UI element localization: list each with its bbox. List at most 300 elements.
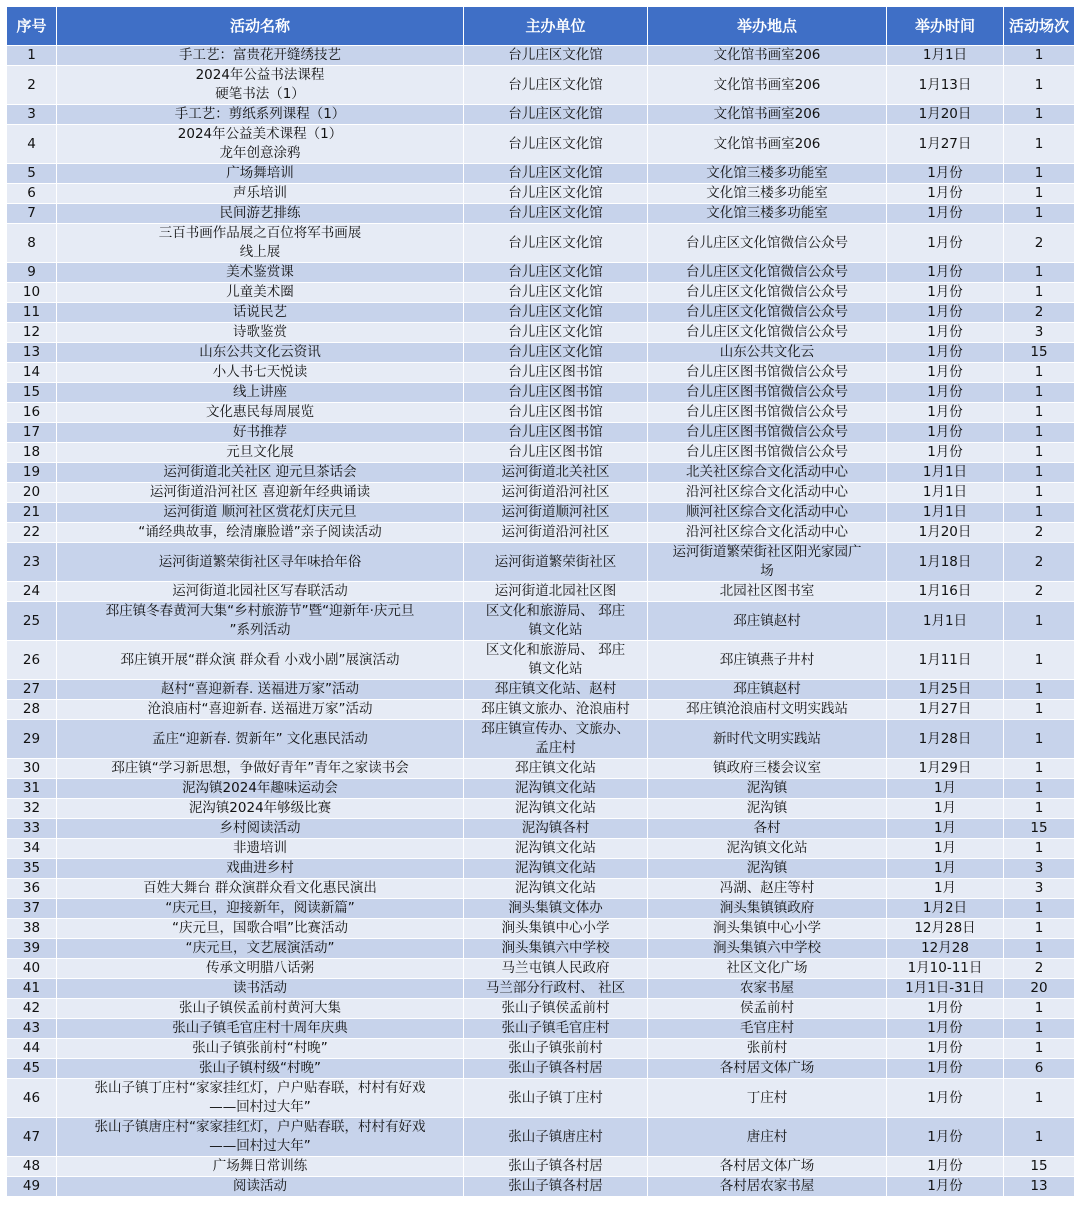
cell-line: 诗歌鉴赏 — [233, 324, 287, 340]
cell-line: 2024年公益美术课程（1） — [177, 126, 343, 142]
cell-time: 1月份 — [887, 204, 1004, 224]
cell-venue — [648, 46, 887, 66]
cell-organizer — [464, 999, 648, 1019]
cell-line: 台儿庄区文化馆 — [508, 264, 603, 280]
cell-activity-name — [57, 819, 464, 839]
cell-line: 文化馆三楼多功能室 — [706, 185, 828, 201]
cell-line: 张山子镇毛官庄村 — [501, 1020, 610, 1036]
cell-line: 涧头集镇六中学校 — [713, 940, 821, 956]
cell-line: 唐庄村 — [746, 1128, 788, 1145]
cell-line: 邳庄镇燕子井村 — [719, 651, 815, 668]
cell-line: 文化馆三楼多功能室 — [706, 165, 828, 181]
cell-sessions: 1 — [1004, 66, 1075, 105]
cell-organizer — [464, 303, 648, 323]
cell-line: 台儿庄区文化馆 — [508, 205, 603, 221]
cell-line: 邳庄镇沧浪庙村文明实践站 — [686, 701, 848, 717]
cell-sessions: 3 — [1004, 879, 1075, 899]
table-row — [7, 523, 1075, 543]
cell-line: 台儿庄区文化馆微信公众号 — [686, 284, 848, 300]
table-row — [7, 839, 1075, 859]
cell-activity-name — [57, 799, 464, 819]
cell-line: 台儿庄区文化馆 — [508, 47, 603, 63]
cell-line: 邳庄镇赵村 — [733, 612, 801, 629]
cell-organizer — [464, 443, 648, 463]
cell-line: 台儿庄区文化馆 — [508, 234, 603, 251]
cell-sessions: 2 — [1004, 959, 1075, 979]
table-body — [7, 46, 1075, 1197]
table-row — [7, 1157, 1075, 1177]
cell-no: 11 — [7, 303, 57, 323]
cell-time: 1月10-11日 — [887, 959, 1004, 979]
table-row — [7, 1177, 1075, 1197]
cell-venue — [648, 483, 887, 503]
cell-line: 张山子镇张前村“村晚” — [192, 1040, 328, 1056]
cell-organizer — [464, 1118, 648, 1157]
cell-organizer — [464, 403, 648, 423]
cell-line: 侯孟前村 — [740, 1000, 794, 1016]
table-row — [7, 1079, 1075, 1118]
cell-time: 1月 — [887, 799, 1004, 819]
header-sessions: 活动场次 — [1004, 7, 1075, 46]
cell-organizer — [464, 919, 648, 939]
cell-line: 张山子镇各村居 — [508, 1158, 603, 1174]
cell-activity-name — [57, 125, 464, 164]
cell-venue — [648, 1177, 887, 1197]
cell-organizer — [464, 184, 648, 204]
cell-activity-name — [57, 303, 464, 323]
cell-time: 1月1日-31日 — [887, 979, 1004, 999]
cell-no: 20 — [7, 483, 57, 503]
table-row — [7, 879, 1075, 899]
cell-no: 42 — [7, 999, 57, 1019]
cell-line: 涧头集镇文体办 — [508, 900, 603, 916]
cell-time: 1月20日 — [887, 523, 1004, 543]
cell-time: 1月份 — [887, 1118, 1004, 1157]
cell-line: 文化惠民每周展览 — [206, 404, 314, 420]
cell-line: 邳庄镇赵村 — [733, 681, 801, 697]
cell-venue — [648, 184, 887, 204]
table-row — [7, 999, 1075, 1019]
cell-activity-name — [57, 959, 464, 979]
cell-activity-name — [57, 919, 464, 939]
cell-activity-name — [57, 979, 464, 999]
cell-line: 台儿庄区文化馆 — [508, 185, 603, 201]
cell-line: 丁庄村 — [746, 1089, 788, 1106]
cell-activity-name — [57, 999, 464, 1019]
table-row — [7, 224, 1075, 263]
cell-activity-name — [57, 899, 464, 919]
cell-activity-name — [57, 839, 464, 859]
cell-time: 1月 — [887, 819, 1004, 839]
cell-time: 1月20日 — [887, 105, 1004, 125]
cell-line: 运河街道沿河社区 — [501, 484, 610, 500]
cell-line: 各村居文体广场 — [719, 1060, 815, 1076]
cell-sessions: 1 — [1004, 759, 1075, 779]
cell-line: 台儿庄区图书馆 — [508, 424, 603, 440]
cell-sessions: 1 — [1004, 443, 1075, 463]
cell-organizer — [464, 66, 648, 105]
cell-venue — [648, 1019, 887, 1039]
table-row — [7, 66, 1075, 105]
cell-line: 泥沟镇 — [746, 800, 788, 816]
cell-line: 镇政府三楼会议室 — [713, 760, 821, 776]
cell-activity-name — [57, 700, 464, 720]
cell-organizer — [464, 899, 648, 919]
cell-no: 2 — [7, 66, 57, 105]
cell-activity-name — [57, 602, 464, 641]
cell-organizer — [464, 46, 648, 66]
cell-venue — [648, 343, 887, 363]
cell-activity-name — [57, 759, 464, 779]
cell-activity-name — [57, 1059, 464, 1079]
cell-activity-name — [57, 1157, 464, 1177]
cell-line: 涧头集镇中心小学 — [501, 920, 610, 936]
cell-line: 美术鉴赏课 — [226, 264, 294, 280]
cell-organizer — [464, 819, 648, 839]
table-row — [7, 343, 1075, 363]
cell-time: 1月 — [887, 779, 1004, 799]
cell-no: 45 — [7, 1059, 57, 1079]
cell-sessions: 1 — [1004, 164, 1075, 184]
cell-line: 台儿庄区图书馆 — [508, 364, 603, 380]
cell-venue — [648, 383, 887, 403]
cell-line: 沿河社区综合文化活动中心 — [686, 484, 848, 500]
cell-line: 泥沟镇文化站 — [515, 780, 596, 796]
cell-time: 1月份 — [887, 323, 1004, 343]
cell-activity-name — [57, 483, 464, 503]
cell-line: 张山子镇张前村 — [508, 1040, 603, 1056]
cell-line: 马兰屯镇人民政府 — [501, 960, 610, 976]
cell-line: 声乐培训 — [233, 185, 287, 201]
cell-line: 台儿庄区图书馆 — [508, 444, 603, 460]
cell-venue — [648, 164, 887, 184]
cell-organizer — [464, 1079, 648, 1118]
cell-line: 毛官庄村 — [740, 1020, 794, 1036]
cell-time: 1月 — [887, 859, 1004, 879]
cell-activity-name — [57, 582, 464, 602]
cell-line: 读书活动 — [233, 980, 287, 996]
table-row — [7, 1118, 1075, 1157]
cell-activity-name — [57, 105, 464, 125]
cell-time: 1月份 — [887, 383, 1004, 403]
cell-line: 台儿庄区文化馆 — [508, 284, 603, 300]
cell-activity-name — [57, 523, 464, 543]
cell-activity-name — [57, 224, 464, 263]
cell-line: 泥沟镇2024年趣味运动会 — [182, 780, 338, 796]
cell-venue — [648, 999, 887, 1019]
cell-time: 1月1日 — [887, 602, 1004, 641]
cell-organizer — [464, 779, 648, 799]
cell-line: “诵经典故事，绘清廉脸谱”亲子阅读活动 — [138, 524, 382, 540]
cell-sessions: 1 — [1004, 423, 1075, 443]
table-row — [7, 323, 1075, 343]
cell-venue — [648, 263, 887, 283]
cell-no: 35 — [7, 859, 57, 879]
cell-time: 1月份 — [887, 363, 1004, 383]
cell-line: 运河街道繁荣街社区阳光家园广 — [672, 544, 862, 560]
activity-table-container — [6, 6, 1074, 1197]
cell-line: 台儿庄区文化馆 — [508, 304, 603, 320]
cell-line: 台儿庄区图书馆 — [508, 384, 603, 400]
cell-organizer — [464, 323, 648, 343]
cell-venue — [648, 363, 887, 383]
cell-activity-name — [57, 184, 464, 204]
cell-organizer — [464, 503, 648, 523]
cell-venue — [648, 204, 887, 224]
cell-line: 运河街道北园社区图 — [494, 583, 617, 599]
table-row — [7, 799, 1075, 819]
cell-no: 4 — [7, 125, 57, 164]
cell-activity-name — [57, 363, 464, 383]
cell-line: 运河街道北园社区写春联活动 — [172, 583, 348, 599]
cell-line: 台儿庄区文化馆 — [508, 135, 603, 152]
cell-no: 17 — [7, 423, 57, 443]
cell-line: 张山子镇丁庄村 — [508, 1089, 603, 1106]
table-row — [7, 899, 1075, 919]
cell-no: 13 — [7, 343, 57, 363]
cell-venue — [648, 323, 887, 343]
cell-line: 涧头集镇镇政府 — [719, 900, 815, 916]
cell-sessions: 15 — [1004, 343, 1075, 363]
cell-line: 邳庄镇文化站 — [515, 760, 596, 776]
cell-no: 1 — [7, 46, 57, 66]
cell-time: 12月28 — [887, 939, 1004, 959]
table-row — [7, 403, 1075, 423]
cell-activity-name — [57, 939, 464, 959]
cell-line: “庆元旦，迎接新年，阅读新篇” — [165, 900, 355, 916]
cell-activity-name — [57, 720, 464, 759]
cell-line: 台儿庄区文化馆微信公众号 — [686, 304, 848, 320]
cell-no: 34 — [7, 839, 57, 859]
cell-line: 泥沟镇各村 — [521, 820, 590, 836]
cell-line: 山东公共文化云资讯 — [199, 344, 321, 360]
cell-sessions: 1 — [1004, 700, 1075, 720]
cell-line: 线上展 — [239, 244, 281, 260]
cell-line: 镇文化站 — [528, 661, 583, 677]
cell-line: 运河街道沿河社区 喜迎新年经典诵读 — [149, 484, 371, 500]
cell-organizer — [464, 263, 648, 283]
table-row — [7, 979, 1075, 999]
cell-organizer — [464, 343, 648, 363]
cell-no: 19 — [7, 463, 57, 483]
cell-no: 14 — [7, 363, 57, 383]
table-row — [7, 204, 1075, 224]
cell-venue — [648, 463, 887, 483]
cell-time: 1月11日 — [887, 641, 1004, 680]
cell-activity-name — [57, 879, 464, 899]
cell-line: 各村居农家书屋 — [719, 1178, 815, 1194]
cell-line: 张山子镇各村居 — [508, 1178, 603, 1194]
cell-venue — [648, 443, 887, 463]
cell-organizer — [464, 283, 648, 303]
cell-sessions: 1 — [1004, 204, 1075, 224]
cell-time: 1月 — [887, 839, 1004, 859]
cell-line: 文化馆书画室206 — [713, 47, 821, 63]
table-row — [7, 164, 1075, 184]
cell-line: 泥沟镇文化站 — [515, 840, 596, 856]
table-row — [7, 680, 1075, 700]
cell-no: 32 — [7, 799, 57, 819]
cell-organizer — [464, 105, 648, 125]
cell-no: 41 — [7, 979, 57, 999]
cell-venue — [648, 1039, 887, 1059]
cell-activity-name — [57, 1079, 464, 1118]
cell-time: 1月13日 — [887, 66, 1004, 105]
cell-sessions: 1 — [1004, 1118, 1075, 1157]
cell-line: 手工艺：富贵花开缝绣技艺 — [179, 47, 341, 63]
cell-venue — [648, 680, 887, 700]
cell-activity-name — [57, 283, 464, 303]
cell-sessions: 1 — [1004, 839, 1075, 859]
cell-time: 1月29日 — [887, 759, 1004, 779]
cell-time: 1月1日 — [887, 463, 1004, 483]
cell-activity-name — [57, 443, 464, 463]
cell-line: 邳庄镇冬春黄河大集“乡村旅游节”暨“迎新年·庆元旦 — [105, 603, 415, 619]
cell-time: 1月份 — [887, 224, 1004, 263]
cell-line: 文化馆书画室206 — [713, 76, 821, 93]
table-row — [7, 641, 1075, 680]
cell-sessions: 3 — [1004, 323, 1075, 343]
cell-line: 运河街道北关社区 迎元旦茶话会 — [163, 464, 357, 480]
cell-line: 泥沟镇 — [746, 780, 788, 796]
cell-line: 邳庄镇“学习新思想，争做好青年”青年之家读书会 — [111, 760, 409, 776]
cell-activity-name — [57, 859, 464, 879]
table-row — [7, 105, 1075, 125]
table-row — [7, 463, 1075, 483]
cell-sessions: 1 — [1004, 363, 1075, 383]
cell-line: 台儿庄区图书馆微信公众号 — [686, 364, 848, 380]
cell-no: 43 — [7, 1019, 57, 1039]
cell-time: 1月18日 — [887, 543, 1004, 582]
cell-sessions: 1 — [1004, 483, 1075, 503]
cell-activity-name — [57, 204, 464, 224]
table-row — [7, 503, 1075, 523]
cell-line: 民间游艺排练 — [219, 205, 301, 221]
cell-no: 22 — [7, 523, 57, 543]
cell-line: 张山子镇村级“村晚” — [199, 1060, 321, 1076]
cell-line: 文化馆书画室206 — [713, 135, 821, 152]
table-row — [7, 383, 1075, 403]
cell-line: 台儿庄区图书馆微信公众号 — [686, 404, 848, 420]
cell-line: ”系列活动 — [229, 622, 291, 638]
cell-sessions: 1 — [1004, 602, 1075, 641]
cell-venue — [648, 759, 887, 779]
cell-line: 张山子镇丁庄村“家家挂红灯，户户贴春联，村村有好戏 — [94, 1080, 426, 1096]
cell-line: 社区文化广场 — [726, 960, 808, 976]
cell-line: 冯湖、赵庄等村 — [719, 880, 815, 896]
cell-line: 儿童美术圈 — [226, 284, 294, 300]
table-row — [7, 1039, 1075, 1059]
cell-sessions: 20 — [1004, 979, 1075, 999]
table-row — [7, 1019, 1075, 1039]
cell-line: 张前村 — [746, 1040, 788, 1056]
cell-line: 手工艺：剪纸系列课程（1） — [174, 106, 346, 122]
cell-no: 5 — [7, 164, 57, 184]
cell-venue — [648, 799, 887, 819]
cell-organizer — [464, 979, 648, 999]
cell-activity-name — [57, 323, 464, 343]
cell-venue — [648, 523, 887, 543]
cell-time: 1月28日 — [887, 720, 1004, 759]
cell-line: ——回村过大年” — [209, 1099, 311, 1115]
cell-activity-name — [57, 503, 464, 523]
cell-sessions: 1 — [1004, 999, 1075, 1019]
table-row — [7, 263, 1075, 283]
cell-activity-name — [57, 1039, 464, 1059]
cell-no: 49 — [7, 1177, 57, 1197]
cell-line: 赵村“喜迎新春. 送福进万家”活动 — [160, 681, 360, 697]
cell-line: 元旦文化展 — [226, 444, 294, 460]
cell-line: 话说民艺 — [233, 304, 287, 320]
header-no: 序号 — [7, 7, 57, 46]
table-row — [7, 46, 1075, 66]
cell-sessions: 15 — [1004, 1157, 1075, 1177]
cell-line: 文化馆书画室206 — [713, 106, 821, 122]
cell-venue — [648, 224, 887, 263]
cell-organizer — [464, 839, 648, 859]
cell-line: 台儿庄区文化馆微信公众号 — [686, 324, 848, 340]
cell-venue — [648, 423, 887, 443]
cell-no: 25 — [7, 602, 57, 641]
cell-venue — [648, 959, 887, 979]
cell-time: 1月份 — [887, 1039, 1004, 1059]
cell-activity-name — [57, 680, 464, 700]
cell-line: 广场舞培训 — [226, 165, 294, 181]
cell-line: 广场舞日常训练 — [212, 1158, 308, 1174]
cell-sessions: 1 — [1004, 680, 1075, 700]
cell-line: 龙年创意涂鸦 — [219, 145, 301, 161]
cell-line: 台儿庄区文化馆微信公众号 — [686, 264, 848, 280]
cell-venue — [648, 700, 887, 720]
cell-no: 9 — [7, 263, 57, 283]
cell-line: 场 — [760, 563, 774, 579]
cell-sessions: 2 — [1004, 224, 1075, 263]
table-row — [7, 859, 1075, 879]
cell-organizer — [464, 1157, 648, 1177]
cell-organizer — [464, 959, 648, 979]
cell-no: 46 — [7, 1079, 57, 1118]
table-row — [7, 423, 1075, 443]
cell-line: 好书推荐 — [233, 424, 287, 440]
cell-no: 24 — [7, 582, 57, 602]
cell-no: 33 — [7, 819, 57, 839]
cell-line: 邳庄镇开展“群众演 群众看 小戏小剧”展演活动 — [120, 651, 400, 668]
cell-no: 30 — [7, 759, 57, 779]
cell-venue — [648, 979, 887, 999]
cell-line: 台儿庄区文化馆 — [508, 76, 603, 93]
cell-no: 8 — [7, 224, 57, 263]
cell-time: 1月份 — [887, 164, 1004, 184]
cell-sessions: 1 — [1004, 383, 1075, 403]
cell-venue — [648, 641, 887, 680]
cell-line: 泥沟镇文化站 — [515, 880, 596, 896]
cell-line: 涧头集镇中心小学 — [713, 920, 821, 936]
cell-no: 7 — [7, 204, 57, 224]
cell-line: 泥沟镇文化站 — [726, 840, 808, 856]
cell-line: 顺河社区综合文化活动中心 — [686, 504, 848, 520]
cell-line: 2024年公益书法课程 — [195, 67, 325, 83]
cell-sessions: 1 — [1004, 263, 1075, 283]
cell-no: 29 — [7, 720, 57, 759]
cell-line: 台儿庄区文化馆 — [508, 106, 603, 122]
cell-activity-name — [57, 423, 464, 443]
cell-organizer — [464, 939, 648, 959]
cell-venue — [648, 125, 887, 164]
cell-activity-name — [57, 164, 464, 184]
cell-line: 区文化和旅游局、 邳庄 — [485, 603, 626, 619]
cell-venue — [648, 1118, 887, 1157]
cell-venue — [648, 543, 887, 582]
